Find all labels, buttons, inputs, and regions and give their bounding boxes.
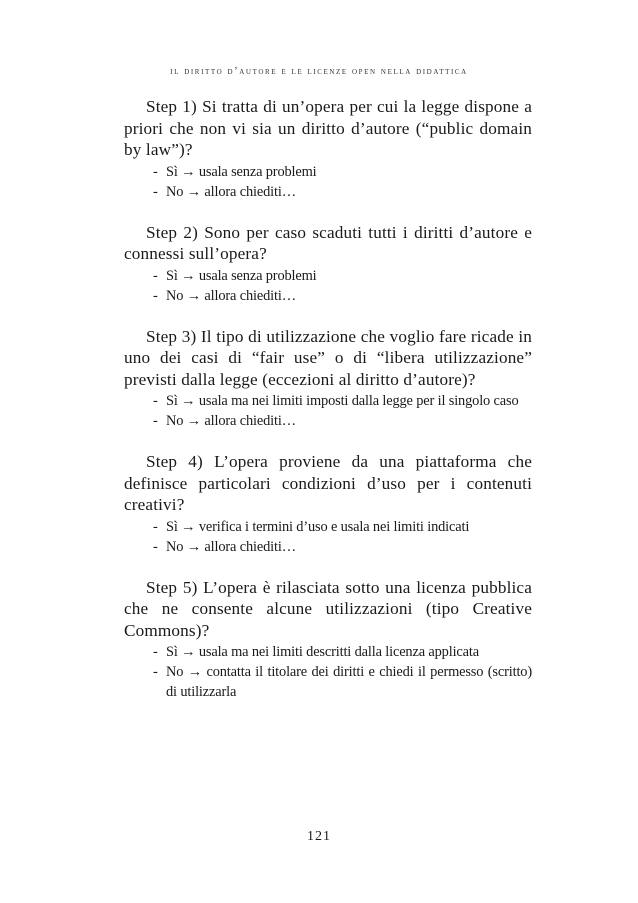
step-question: Step 3) Il tipo di utilizzazione che voglio fare ricade in uno dei casi di “fair use” o di “libera utilizzazione” previsti dalla legge (eccezioni al diritto d’autore)? xyxy=(124,326,532,389)
option-no xyxy=(124,537,532,557)
option-no xyxy=(124,182,532,202)
option-text: Sì → usala senza problemi xyxy=(166,163,317,180)
step-question: Step 1) Si tratta di un’opera per cui la legge dispone a priori che non vi sia un diritto d’autore (“public domain by law”)? xyxy=(124,97,532,159)
option-text: No → allora chiediti… xyxy=(166,183,296,200)
option-list xyxy=(124,517,532,557)
dash-marker: - xyxy=(153,413,158,429)
dash-marker: - xyxy=(153,538,158,555)
running-head: il diritto d’autore e le licenze open nella didattica xyxy=(170,66,468,77)
dash-marker: - xyxy=(153,267,158,284)
dash-marker: - xyxy=(153,163,158,180)
step-4 xyxy=(124,451,532,557)
option-list xyxy=(124,266,532,306)
dash-marker: - xyxy=(153,664,158,680)
dash-marker: - xyxy=(153,518,158,535)
option-yes xyxy=(124,162,532,182)
option-yes xyxy=(124,642,532,662)
option-text: No → allora chiediti… xyxy=(166,413,296,429)
step-question: Step 4) L’opera proviene da una piattaforma che definisce particolari condizioni d’uso per i contenuti creativi? xyxy=(124,452,532,514)
option-list xyxy=(124,162,532,202)
step-3 xyxy=(124,326,532,432)
step-question: Step 2) Sono per caso scaduti tutti i diritti d’autore e connessi sull’opera? xyxy=(124,222,532,263)
step-1 xyxy=(124,96,532,202)
option-no xyxy=(124,286,532,306)
step-question: Step 5) L’opera è rilasciata sotto una licenza pubblica che ne consente alcune utilizzazioni (tipo Creative Commons)? xyxy=(124,577,532,640)
option-list xyxy=(124,642,532,702)
dash-marker: - xyxy=(153,393,158,409)
body-text xyxy=(124,96,532,722)
dash-marker: - xyxy=(153,183,158,200)
dash-marker: - xyxy=(153,287,158,304)
option-text: No → contatta il titolare dei diritti e chiedi il permesso (scritto) di utilizzarla xyxy=(166,664,532,700)
option-yes xyxy=(124,517,532,537)
option-list xyxy=(124,391,532,431)
option-text: No → allora chiediti… xyxy=(166,287,296,304)
step-2 xyxy=(124,222,532,306)
step-5 xyxy=(124,577,532,703)
option-yes xyxy=(124,391,532,411)
option-yes xyxy=(124,266,532,286)
option-no xyxy=(124,662,532,702)
option-text: No → allora chiediti… xyxy=(166,538,296,555)
option-text: Sì → usala senza problemi xyxy=(166,267,317,284)
option-text: Sì → usala ma nei limiti imposti dalla legge per il singolo caso xyxy=(166,393,519,409)
page-number: 121 xyxy=(307,829,331,844)
option-no xyxy=(124,411,532,431)
option-text: Sì → usala ma nei limiti descritti dalla licenza applicata xyxy=(166,644,479,660)
option-text: Sì → verifica i termini d’uso e usala nei limiti indicati xyxy=(166,518,470,535)
dash-marker: - xyxy=(153,644,158,660)
